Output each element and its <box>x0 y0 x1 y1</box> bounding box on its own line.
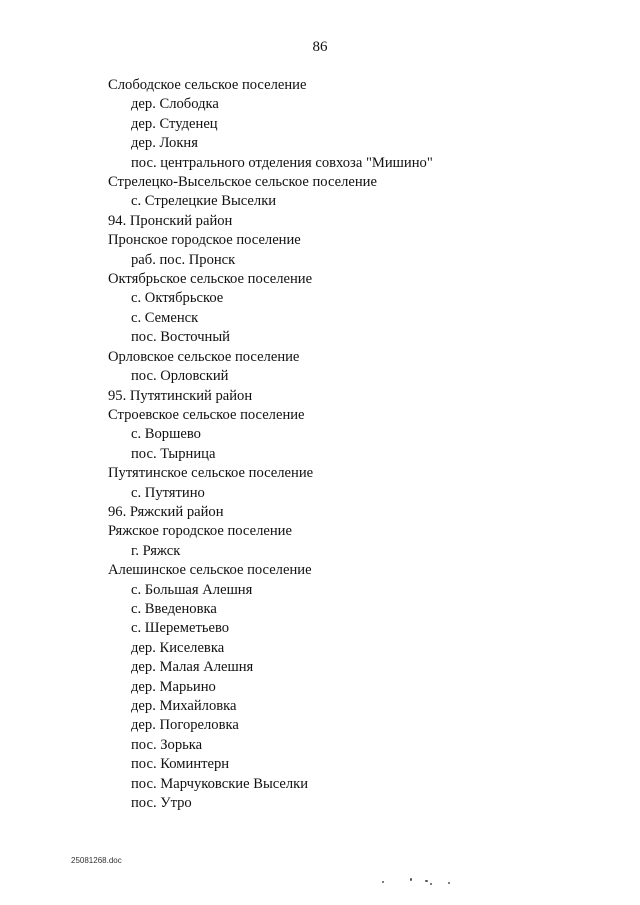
list-item: пос. Восточный <box>131 329 230 346</box>
list-item: г. Ряжск <box>131 542 181 559</box>
scan-mark <box>382 881 384 883</box>
list-item: Алешинское сельское поселение <box>108 562 312 579</box>
list-item: Путятинское сельское поселение <box>108 465 314 482</box>
list-item: Строевское сельское поселение <box>108 406 305 423</box>
scan-mark <box>425 880 428 882</box>
footer-file-name: 25081268.doc <box>71 856 122 865</box>
list-item: пос. Орловский <box>131 368 229 385</box>
list-item: дер. Малая Алешня <box>131 659 254 676</box>
page-number: 86 <box>312 39 328 55</box>
list-item: пос. Утро <box>131 795 192 812</box>
list-item: дер. Локня <box>131 135 198 152</box>
settlement-list <box>0 76 640 813</box>
list-item: Пронское городское поселение <box>108 232 301 249</box>
scan-mark <box>430 883 432 885</box>
list-item: дер. Марьино <box>131 678 216 695</box>
list-item: Стрелецко-Высельское сельское поселение <box>108 174 377 191</box>
scan-mark <box>448 882 450 884</box>
district-heading: 96. Ряжский район <box>108 503 224 520</box>
list-item: пос. Тырница <box>131 445 216 462</box>
list-item: с. Семенск <box>131 309 199 326</box>
list-item: дер. Киселевка <box>131 639 225 656</box>
list-item: дер. Слободка <box>131 96 219 113</box>
list-item: Слободское сельское поселение <box>108 77 307 93</box>
list-item: дер. Студенец <box>131 115 218 132</box>
list-item: с. Стрелецкие Выселки <box>131 193 277 210</box>
list-item: пос. Коминтерн <box>131 756 230 773</box>
scan-noise-marks <box>380 876 470 888</box>
list-item: пос. Марчуковские Выселки <box>131 775 309 792</box>
list-item: дер. Погореловка <box>131 717 239 734</box>
list-item: Орловское сельское поселение <box>108 348 300 365</box>
list-item: пос. Зорька <box>131 736 203 753</box>
list-item: Ряжское городское поселение <box>108 523 292 540</box>
list-item: с. Октябрьское <box>131 290 224 307</box>
list-item: с. Введеновка <box>131 600 217 617</box>
list-item: Октябрьское сельское поселение <box>108 271 313 288</box>
list-item: с. Шереметьево <box>131 620 230 637</box>
list-item: с. Большая Алешня <box>131 581 253 598</box>
list-item: пос. центрального отделения совхоза "Мишино" <box>131 154 433 171</box>
list-item: раб. пос. Пронск <box>131 251 236 268</box>
district-heading: 95. Путятинский район <box>108 387 253 404</box>
list-item: с. Путятино <box>131 484 205 501</box>
list-item: с. Воршево <box>131 426 201 443</box>
list-item: дер. Михайловка <box>131 698 237 714</box>
scan-mark <box>410 878 412 881</box>
district-heading: 94. Пронский район <box>108 212 233 229</box>
